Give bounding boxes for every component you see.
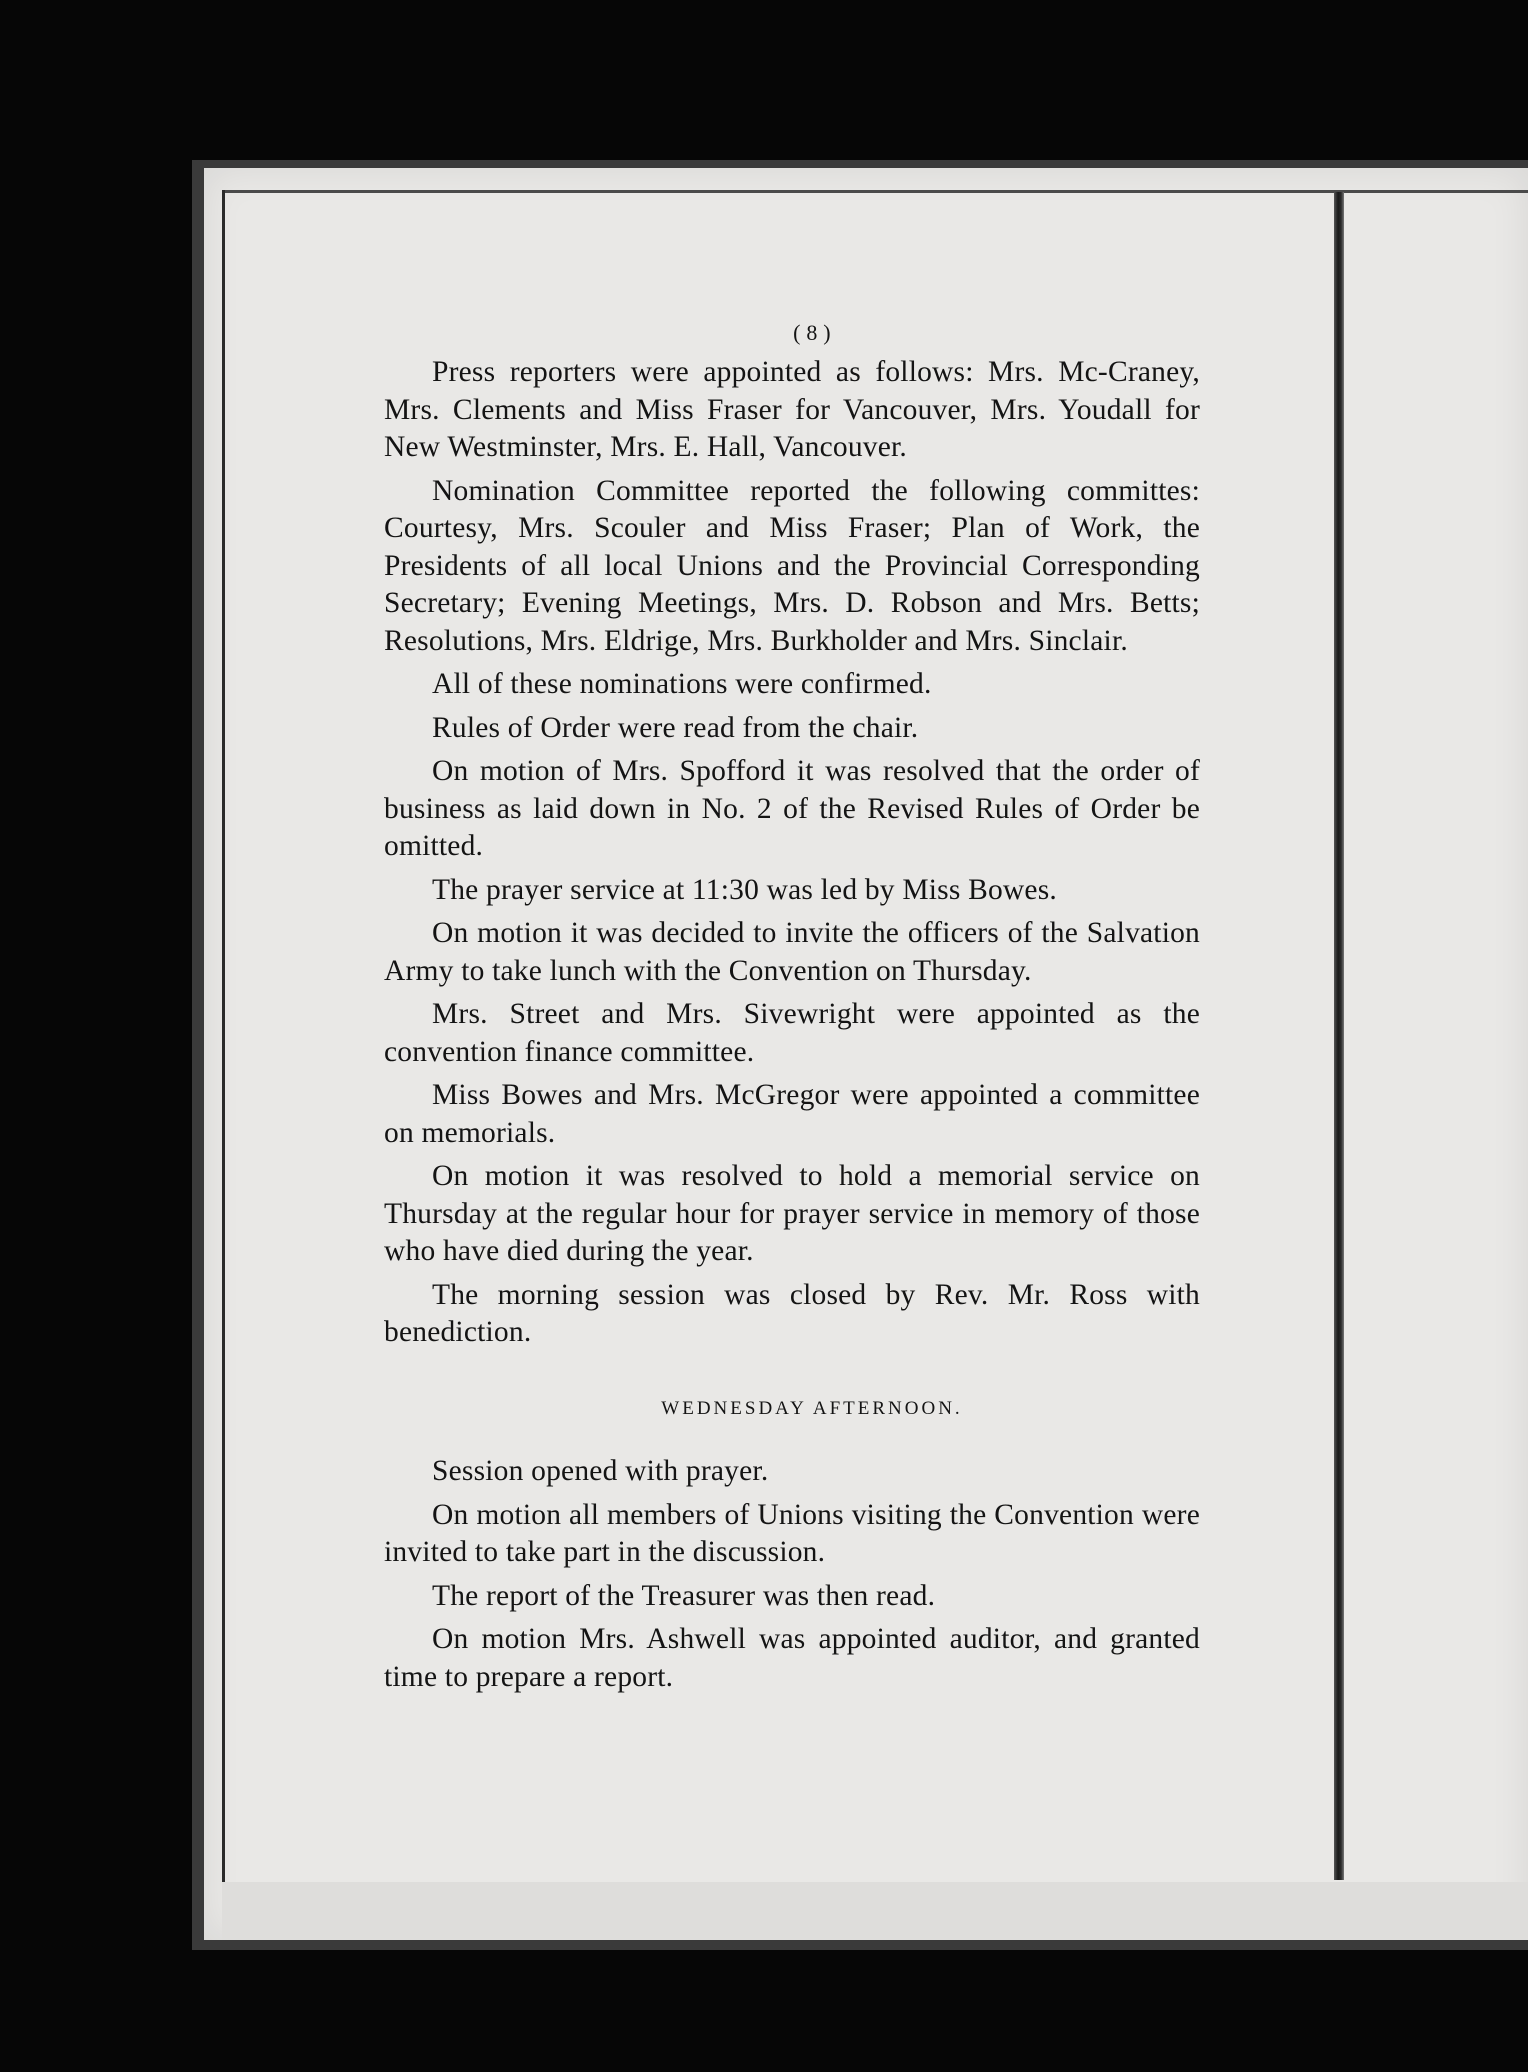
page-border-top: [222, 190, 1528, 193]
paragraph-treasurer-report: The report of the Treasurer was then read.: [432, 1579, 936, 1612]
paragraph-session-opened: Session opened with prayer.: [432, 1455, 769, 1487]
paragraph-morning-closed: The morning session was closed by Rev. Mr. Ross with benediction.: [384, 1278, 1200, 1348]
paragraph-nominations-confirmed: All of these nominations were confirmed.: [432, 668, 932, 700]
paragraph-prayer-service: The prayer service at 11:30 was led by Miss Bowes.: [432, 873, 1057, 906]
book-gutter: [1334, 192, 1344, 1880]
page-border-left: [222, 190, 225, 1890]
page-bottom-margin: [222, 1882, 1528, 1940]
paragraph-rules-of-order: Rules of Order were read from the chair.: [432, 711, 919, 744]
paragraph-auditor-appointed: On motion Mrs. Ashwell was appointed auditor, and granted time to prepare a report.: [384, 1623, 1200, 1693]
paragraph-memorials-committee: Miss Bowes and Mrs. McGregor were appointed a committee on memorials.: [384, 1079, 1200, 1149]
paragraph-finance-committee: Mrs. Street and Mrs. Sivewright were appointed as the convention finance committee.: [384, 998, 1200, 1068]
paragraph-nomination-committee: Nomination Committee reported the following committes: Courtesy, Mrs. Scouler and Miss Fraser; Plan of Work, the Presidents of all local Unions and the Provincial Corresponding Secretary; Evening Meetings, Mrs. D. Robson and Mrs. Betts; Resolutions, Mrs. Eldrige, Mrs. Burkholder and Mrs. Sinclair.: [384, 474, 1200, 657]
page-number: ( 8 ): [793, 320, 831, 345]
paragraph-spofford-motion: On motion of Mrs. Spofford it was resolved that the order of business as laid down in No. 2 of the Revised Rules of Order be omitted.: [384, 755, 1200, 862]
section-heading: WEDNESDAY AFTERNOON.: [661, 1397, 963, 1419]
paragraph-salvation-army: On motion it was decided to invite the officers of the Salvation Army to take lunch with the Convention on Thursday.: [384, 917, 1200, 987]
page-text: [384, 318, 1200, 1702]
paragraph-members-invited: On motion all members of Unions visiting the Convention were invited to take part in the discussion.: [384, 1498, 1200, 1568]
paragraph-press-reporters: Press reporters were appointed as follows: Mrs. Mc-Craney, Mrs. Clements and Miss Fraser for Vancouver, Mrs. Youdall for New Westminster, Mrs. E. Hall, Vancouver.: [384, 356, 1200, 463]
paragraph-memorial-service: On motion it was resolved to hold a memorial service on Thursday at the regular hour for prayer service in memory of those who have died during the year.: [384, 1160, 1200, 1267]
